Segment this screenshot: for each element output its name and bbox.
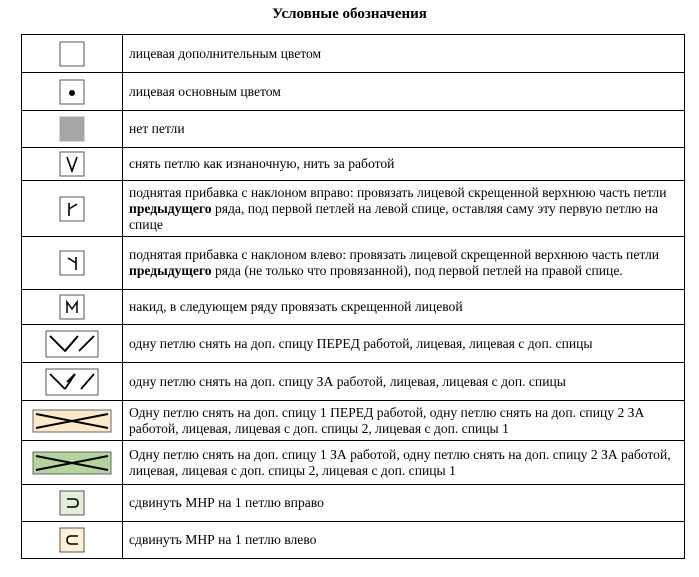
legend-row	[22, 290, 685, 325]
symbol-cell	[22, 325, 123, 363]
description-cell: нет петли	[123, 111, 685, 148]
legend-row	[22, 148, 685, 181]
description-cell: сдвинуть МНР на 1 петлю вправо	[123, 485, 685, 522]
legend-row	[22, 401, 685, 441]
description-cell: Одну петлю снять на доп. спицу 1 ПЕРЕД работой, одну петлю снять на доп. спицу 2 ЗА работой, лицевая, лицевая с доп. спицы 2, лицевая с доп. спицы 1	[123, 401, 685, 441]
legend-row	[22, 485, 685, 522]
legend-table	[21, 34, 685, 559]
grey-square-icon	[59, 116, 85, 142]
legend-row	[22, 237, 685, 290]
symbol-cell	[22, 485, 123, 522]
symbol-cell	[22, 111, 123, 148]
cross-front-icon	[45, 330, 99, 358]
symbol-cell	[22, 148, 123, 181]
description-bold: предыдущего	[129, 263, 212, 278]
legend-row	[22, 325, 685, 363]
v-square-icon	[59, 151, 85, 177]
cable-back-green-icon	[32, 451, 112, 475]
symbol-cell	[22, 73, 123, 111]
legend-row	[22, 181, 685, 237]
page-title: Условные обозначения	[272, 6, 427, 22]
description-text: ряда (не только что провязанной), под первой петлей на правой спице.	[211, 263, 623, 278]
symbol-cell	[22, 522, 123, 559]
description-cell: одну петлю снять на доп. спицу ПЕРЕД работой, лицевая, лицевая с доп. спицы	[123, 325, 685, 363]
description-cell: лицевая дополнительным цветом	[123, 35, 685, 73]
right-lifted-increase-icon	[59, 196, 85, 222]
legend-row	[22, 73, 685, 111]
description-text: ряда, под первой петлей на левой спице, оставляя саму эту первую петлю на спице	[129, 200, 659, 232]
description-cell: снять петлю как изнаночную, нить за работой	[123, 148, 685, 181]
description-cell: сдвинуть МНР на 1 петлю влево	[123, 522, 685, 559]
legend-row	[22, 441, 685, 485]
symbol-cell	[22, 363, 123, 401]
symbol-cell	[22, 237, 123, 290]
left-lifted-increase-icon	[59, 250, 85, 276]
legend-row	[22, 522, 685, 559]
m-square-icon	[59, 294, 85, 320]
cross-back-icon	[45, 368, 99, 396]
dot-square-icon	[59, 79, 85, 105]
description-text: поднятая прибавка с наклоном вправо: провязать лицевой скрещенной верхнюю часть петли	[129, 184, 667, 200]
symbol-cell	[22, 290, 123, 325]
empty-square-icon	[59, 41, 85, 67]
move-marker-left-icon	[59, 527, 85, 553]
description-bold: предыдущего	[129, 200, 212, 216]
description-cell	[123, 181, 685, 237]
legend-row	[22, 363, 685, 401]
legend-row	[22, 111, 685, 148]
cable-front-yellow-icon	[32, 409, 112, 433]
symbol-cell	[22, 181, 123, 237]
description-cell: лицевая основным цветом	[123, 73, 685, 111]
description-text: поднятая прибавка с наклоном влево: провязать лицевой скрещенной верхнюю часть петли	[129, 247, 660, 262]
description-cell: одну петлю снять на доп. спицу ЗА работой, лицевая, лицевая с доп. спицы	[123, 363, 685, 401]
description-cell: Одну петлю снять на доп. спицу 1 ЗА работой, одну петлю снять на доп. спицу 2 ЗА работой, лицевая, лицевая с доп. спицы 2, лицевая с доп. спицы 1	[123, 441, 685, 485]
description-cell	[123, 237, 685, 290]
symbol-cell	[22, 401, 123, 441]
move-marker-right-icon	[59, 490, 85, 516]
symbol-cell	[22, 441, 123, 485]
symbol-cell	[22, 35, 123, 73]
description-cell: накид, в следующем ряду провязать скрещенной лицевой	[123, 290, 685, 325]
legend-row	[22, 35, 685, 73]
